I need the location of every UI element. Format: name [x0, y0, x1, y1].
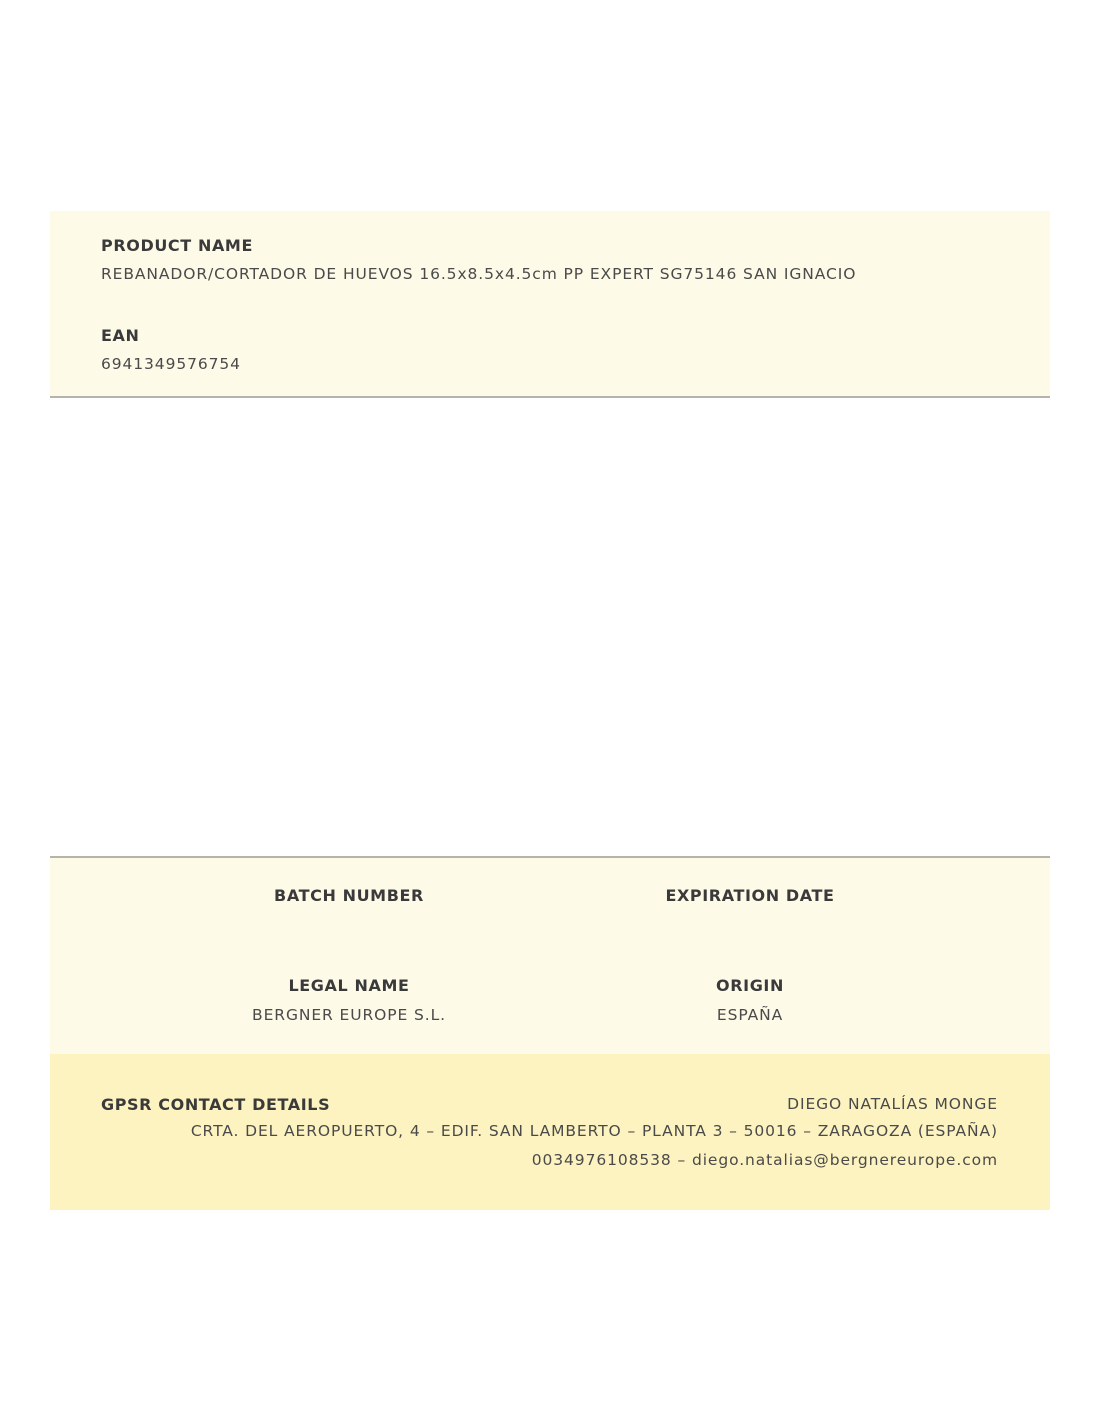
ean-label: EAN [101, 326, 140, 345]
expiration-date-label: EXPIRATION DATE [665, 886, 835, 905]
origin-value: ESPAÑA [716, 1006, 784, 1024]
product-name-label: PRODUCT NAME [101, 236, 253, 255]
contact-phone-email: 0034976108538 – diego.natalias@bergnereurope.com [531, 1151, 998, 1169]
contact-address: CRTA. DEL AEROPUERTO, 4 – EDIF. SAN LAMBERTO – PLANTA 3 – 50016 – ZARAGOZA (ESPAÑA) [190, 1122, 998, 1140]
legal-name-value: BERGNER EUROPE S.L. [252, 1006, 446, 1024]
origin-label: ORIGIN [716, 976, 784, 995]
batch-number-label: BATCH NUMBER [274, 886, 424, 905]
product-panel [50, 211, 1050, 398]
contact-name: DIEGO NATALÍAS MONGE [787, 1095, 998, 1113]
info-panel [50, 856, 1050, 1056]
contact-details-label: GPSR CONTACT DETAILS [101, 1095, 331, 1114]
contact-panel [50, 1054, 1050, 1210]
legal-name-label: LEGAL NAME [288, 976, 410, 995]
product-name-value: REBANADOR/CORTADOR DE HUEVOS 16.5x8.5x4.5cm PP EXPERT SG75146 SAN IGNACIO [101, 265, 857, 283]
ean-value: 6941349576754 [101, 355, 241, 373]
